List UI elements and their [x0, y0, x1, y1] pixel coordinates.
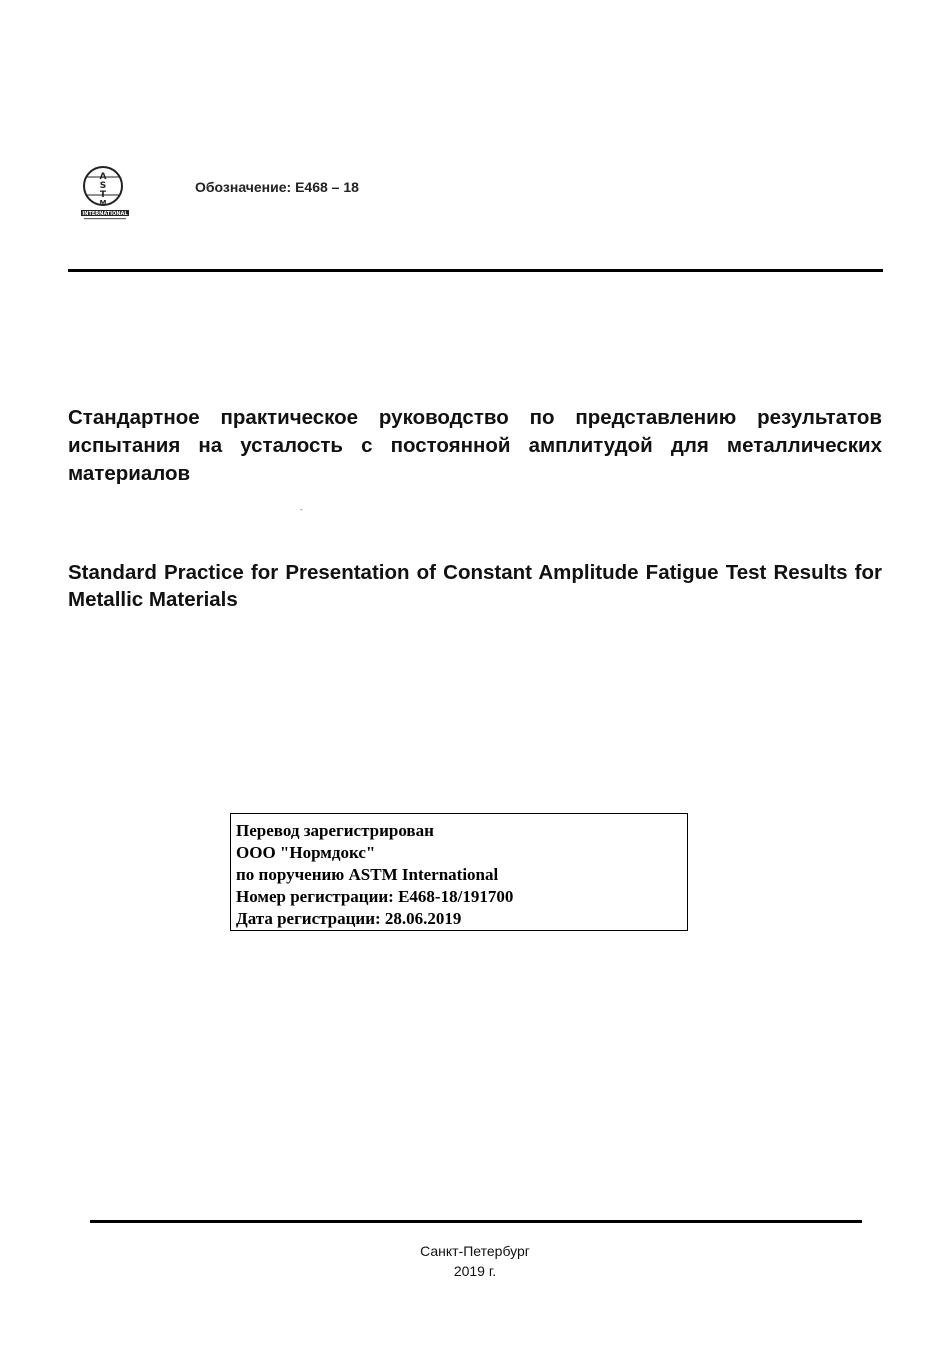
registration-line-commission: по поручению ASTM International: [236, 865, 499, 884]
stray-mark: -: [300, 505, 303, 514]
registration-line-date: Дата регистрации: 28.06.2019: [236, 909, 462, 928]
header-divider: [68, 269, 883, 272]
footer-divider: [90, 1220, 862, 1223]
footer-city: Санкт-Петербург: [420, 1243, 530, 1259]
svg-text:INTERNATIONAL: INTERNATIONAL: [82, 211, 128, 217]
document-designation: Обозначение: E468 – 18: [195, 179, 359, 195]
svg-text:M: M: [99, 199, 107, 207]
svg-text:S: S: [99, 181, 107, 191]
svg-text:T: T: [99, 190, 107, 200]
astm-logo: [78, 163, 132, 223]
title-russian: Стандартное практическое руководство по представлению результатов испытания на усталость с постоянной амплитудой для металлических материалов: [68, 406, 882, 485]
registration-box: [230, 813, 688, 931]
footer-year: 2019 г.: [453, 1263, 497, 1279]
registration-line-company: ООО "Нормдокс": [236, 843, 376, 862]
registration-line-number: Номер регистрации: E468-18/191700: [236, 887, 514, 906]
svg-text:A: A: [99, 172, 107, 182]
title-english: Standard Practice for Presentation of Constant Amplitude Fatigue Test Results for Metallic Materials: [68, 561, 882, 611]
registration-line-status: Перевод зарегистрирован: [236, 821, 434, 840]
